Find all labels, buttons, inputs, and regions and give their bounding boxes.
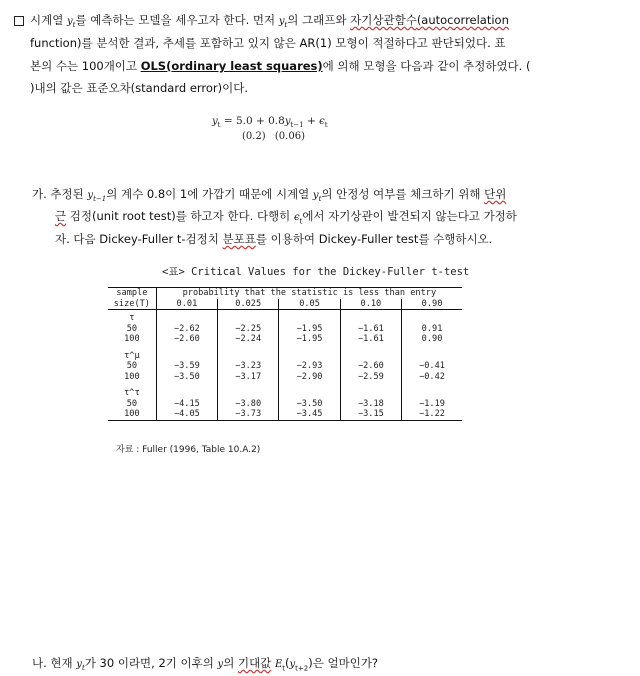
text: 본의 수는 100개이고 [30,59,141,73]
col-header: 0.90 [402,299,462,310]
header-size: size(T) [108,299,156,310]
text: 시계열 [30,13,67,27]
intro-line-4 [30,80,248,96]
table-row: 50 −2.62 −2.25 −1.95 −1.61 0.91 [108,324,462,335]
question-a-line-3: 자. 다음 Dickey-Fuller t-검정치 분포표를 이용하여 Dickey-Fuller test를 수행하시오. [55,232,493,246]
text: function)를 분석한 결과, 추세를 포함하고 있지 않은 AR(1) 모형이 적절하다고 판단되었다. 표 [30,36,506,50]
checkbox-square-icon [14,16,24,26]
table-row: 100 −4.05 −3.73 −3.45 −3.15 −1.22 [108,409,462,420]
standard-errors: (0.2) (0.06) [242,131,305,142]
table-row: 50 −4.15 −3.80 −3.50 −3.18 −1.19 [108,399,462,410]
intro-line-2 [30,35,506,51]
text: 를 예측하는 모델을 세우고자 한다. 먼저 [75,13,279,27]
ols-term: OLS(ordinary least squares) [140,59,323,73]
group-label-tau-tau: τ^τ [124,388,140,398]
dickey-fuller-table [108,287,462,421]
var-y: $y_t$ [66,16,76,29]
text: )내의 값은 표준오차(standard error)이다. [30,81,249,95]
text: 의 그래프와 [287,13,351,27]
group-label-tau: τ [129,313,135,323]
var-y: $y_t$ [278,16,288,29]
ar1-equation: $y_t = 5.0 + 0.8y_{t-1} + \epsilon_t$ [212,115,328,130]
table-row: 50 −3.59 −3.23 −2.93 −2.60 −0.41 [108,361,462,372]
term-unit-root: 단위 [484,187,507,201]
term-autocorrelation: 자기상관함수 [350,13,417,27]
table-caption: <표> Critical Values for the Dickey-Fuller t-test [162,266,470,278]
question-b: 나. 현재 $y_t$가 30 이라면, 2기 이후의 y의 기대값 $E_t(y_{t+2})$은 얼마인가? [32,656,379,673]
col-header: 0.01 [156,299,217,310]
header-probability: probability that the statistic is less than entry [156,288,462,299]
table-row: 100 −3.50 −3.17 −2.90 −2.59 −0.42 [108,372,462,383]
question-a-line-1: 가. 추정된 $y_{t-1}$의 계수 0.8이 1에 가깝기 때문에 시계열 $y_t$의 안정성 여부를 체크하기 위해 단위 [32,187,507,203]
text: 에 의해 모형을 다음과 같이 추정하였다. ( [322,59,531,73]
col-header: 0.05 [279,299,340,310]
header-sample: sample [108,288,156,299]
group-label-tau-mu: τ^μ [124,350,140,361]
table-row: 100 −2.60 −2.24 −1.95 −1.61 0.90 [108,334,462,345]
intro-line-3 [30,58,530,74]
table-source: 자료 : Fuller (1996, Table 10.A.2) [116,445,261,455]
term-autocorrelation-en: (autocorrelation [416,13,509,27]
col-header: 0.10 [340,299,401,310]
col-header: 0.025 [218,299,279,310]
question-a-line-2: 근 검정(unit root test)를 하고자 한다. 다행히 $\epsilon_t$에서 자기상관이 발견되지 않는다고 가정하 [55,209,517,226]
term-expected-value: 기대값 [237,656,272,670]
intro-line-1 [14,12,509,29]
